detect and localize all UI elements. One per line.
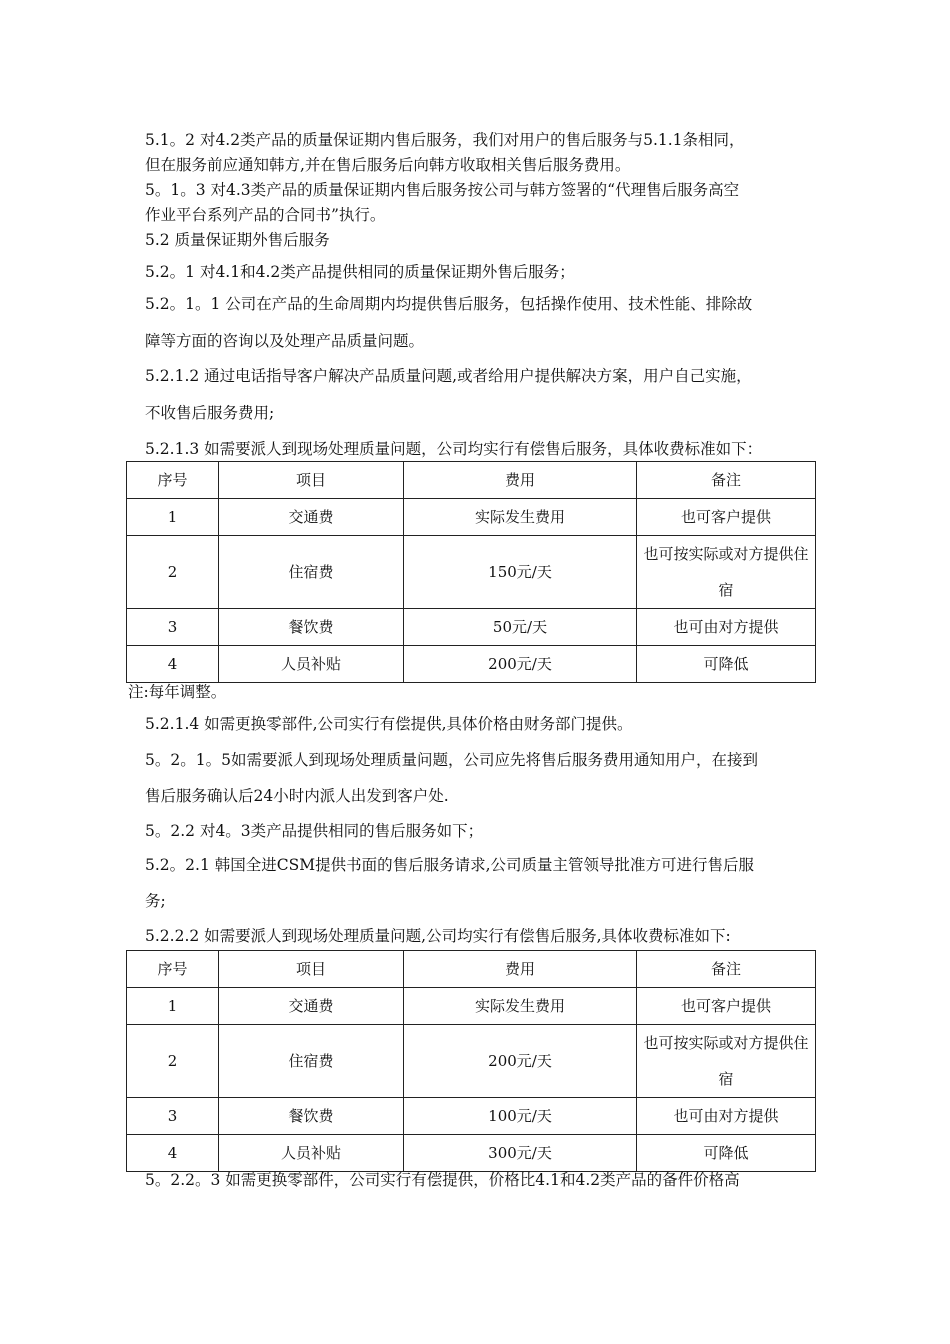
table-cell: 也可客户提供 xyxy=(637,988,816,1025)
table-cell: 1 xyxy=(127,499,219,536)
table-row xyxy=(127,1025,816,1098)
table-cell: 人员补贴 xyxy=(219,1135,404,1172)
table-cell: 可降低 xyxy=(637,1135,816,1172)
table-header-cell: 序号 xyxy=(127,951,219,988)
paragraph-line: 5.2。1。1 公司在产品的生命周期内均提供售后服务，包括操作使用、技术性能、排除故 xyxy=(145,295,753,313)
paragraph-line: 5。2.2。3 如需更换零部件，公司实行有偿提供，价格比4.1和4.2类产品的备件价格高 xyxy=(145,1171,740,1189)
table-header-cell: 项目 xyxy=(219,951,404,988)
paragraph-line: 5.2。1 对4.1和4.2类产品提供相同的质量保证期外售后服务； xyxy=(145,263,575,281)
table-row xyxy=(127,646,816,683)
table-cell: 4 xyxy=(127,646,219,683)
table-cell: 100元/天 xyxy=(404,1098,637,1135)
table-cell: 4 xyxy=(127,1135,219,1172)
table-cell: 2 xyxy=(127,536,219,609)
paragraph-line: 务; xyxy=(145,892,166,910)
table-cell: 200元/天 xyxy=(404,1025,637,1098)
paragraph-line: 但在服务前应通知韩方,并在售后服务后向韩方收取相关售后服务费用。 xyxy=(145,156,631,174)
table-cell: 住宿费 xyxy=(219,1025,404,1098)
table-cell: 200元/天 xyxy=(404,646,637,683)
paragraph-line: 5.1。2 对4.2类产品的质量保证期内售后服务，我们对用户的售后服务与5.1.1条相同， xyxy=(145,131,745,149)
table-cell: 3 xyxy=(127,609,219,646)
table-header-cell: 费用 xyxy=(404,951,637,988)
table-row xyxy=(127,499,816,536)
table-header-row xyxy=(127,951,816,988)
paragraph-line: 5.2.1.2 通过电话指导客户解决产品质量问题,或者给用户提供解决方案，用户自己实施， xyxy=(145,367,752,385)
table-cell: 人员补贴 xyxy=(219,646,404,683)
fee-table-1 xyxy=(126,461,816,683)
table-cell: 150元/天 xyxy=(404,536,637,609)
table-header-cell: 序号 xyxy=(127,462,219,499)
table-row xyxy=(127,1098,816,1135)
table-cell: 实际发生费用 xyxy=(404,988,637,1025)
table-cell: 交通费 xyxy=(219,988,404,1025)
table-header-cell: 费用 xyxy=(404,462,637,499)
table-cell: 餐饮费 xyxy=(219,609,404,646)
table-row xyxy=(127,536,816,609)
paragraph-line: 作业平台系列产品的合同书”执行。 xyxy=(145,206,386,224)
table-cell: 餐饮费 xyxy=(219,1098,404,1135)
paragraph-line: 5。2.2 对4。3类产品提供相同的售后服务如下； xyxy=(145,822,484,840)
table-cell: 也可由对方提供 xyxy=(637,1098,816,1135)
paragraph-line: 5.2。2.1 韩国全进CSM提供书面的售后服务请求,公司质量主管领导批准方可进行售后服 xyxy=(145,856,755,874)
table-row xyxy=(127,988,816,1025)
table-cell: 也可由对方提供 xyxy=(637,609,816,646)
paragraph-line: 5.2.1.4 如需更换零部件,公司实行有偿提供,具体价格由财务部门提供。 xyxy=(145,715,633,733)
table-cell: 可降低 xyxy=(637,646,816,683)
table-cell: 1 xyxy=(127,988,219,1025)
table-row xyxy=(127,1135,816,1172)
section-heading: 5.2 质量保证期外售后服务 xyxy=(145,231,330,249)
paragraph-line: 售后服务确认后24小时内派人出发到客户处. xyxy=(145,787,449,805)
table-cell: 也可按实际或对方提供住宿 xyxy=(637,1025,816,1098)
table-cell: 也可客户提供 xyxy=(637,499,816,536)
table-row xyxy=(127,609,816,646)
paragraph-line: 障等方面的咨询以及处理产品质量问题。 xyxy=(145,332,425,350)
note-line: 注:每年调整。 xyxy=(128,683,227,701)
paragraph-line: 5.2.2.2 如需要派人到现场处理质量问题,公司均实行有偿售后服务,具体收费标准如下: xyxy=(145,927,731,945)
paragraph-line: 不收售后服务费用; xyxy=(145,404,275,422)
paragraph-line: 5。1。3 对4.3类产品的质量保证期内售后服务按公司与韩方签署的“代理售后服务高空 xyxy=(145,181,740,199)
fee-table-2 xyxy=(126,950,816,1172)
table-cell: 交通费 xyxy=(219,499,404,536)
table-cell: 住宿费 xyxy=(219,536,404,609)
table-header-cell: 备注 xyxy=(637,462,816,499)
paragraph-line: 5.2.1.3 如需要派人到现场处理质量问题，公司均实行有偿售后服务，具体收费标准如下： xyxy=(145,440,763,458)
table-cell: 也可按实际或对方提供住宿 xyxy=(637,536,816,609)
table-header-row xyxy=(127,462,816,499)
table-header-cell: 备注 xyxy=(637,951,816,988)
paragraph-line: 5。2。1。5如需要派人到现场处理质量问题，公司应先将售后服务费用通知用户，在接到 xyxy=(145,751,758,769)
table-cell: 3 xyxy=(127,1098,219,1135)
table-cell: 实际发生费用 xyxy=(404,499,637,536)
table-cell: 50元/天 xyxy=(404,609,637,646)
table-header-cell: 项目 xyxy=(219,462,404,499)
table-cell: 300元/天 xyxy=(404,1135,637,1172)
table-cell: 2 xyxy=(127,1025,219,1098)
